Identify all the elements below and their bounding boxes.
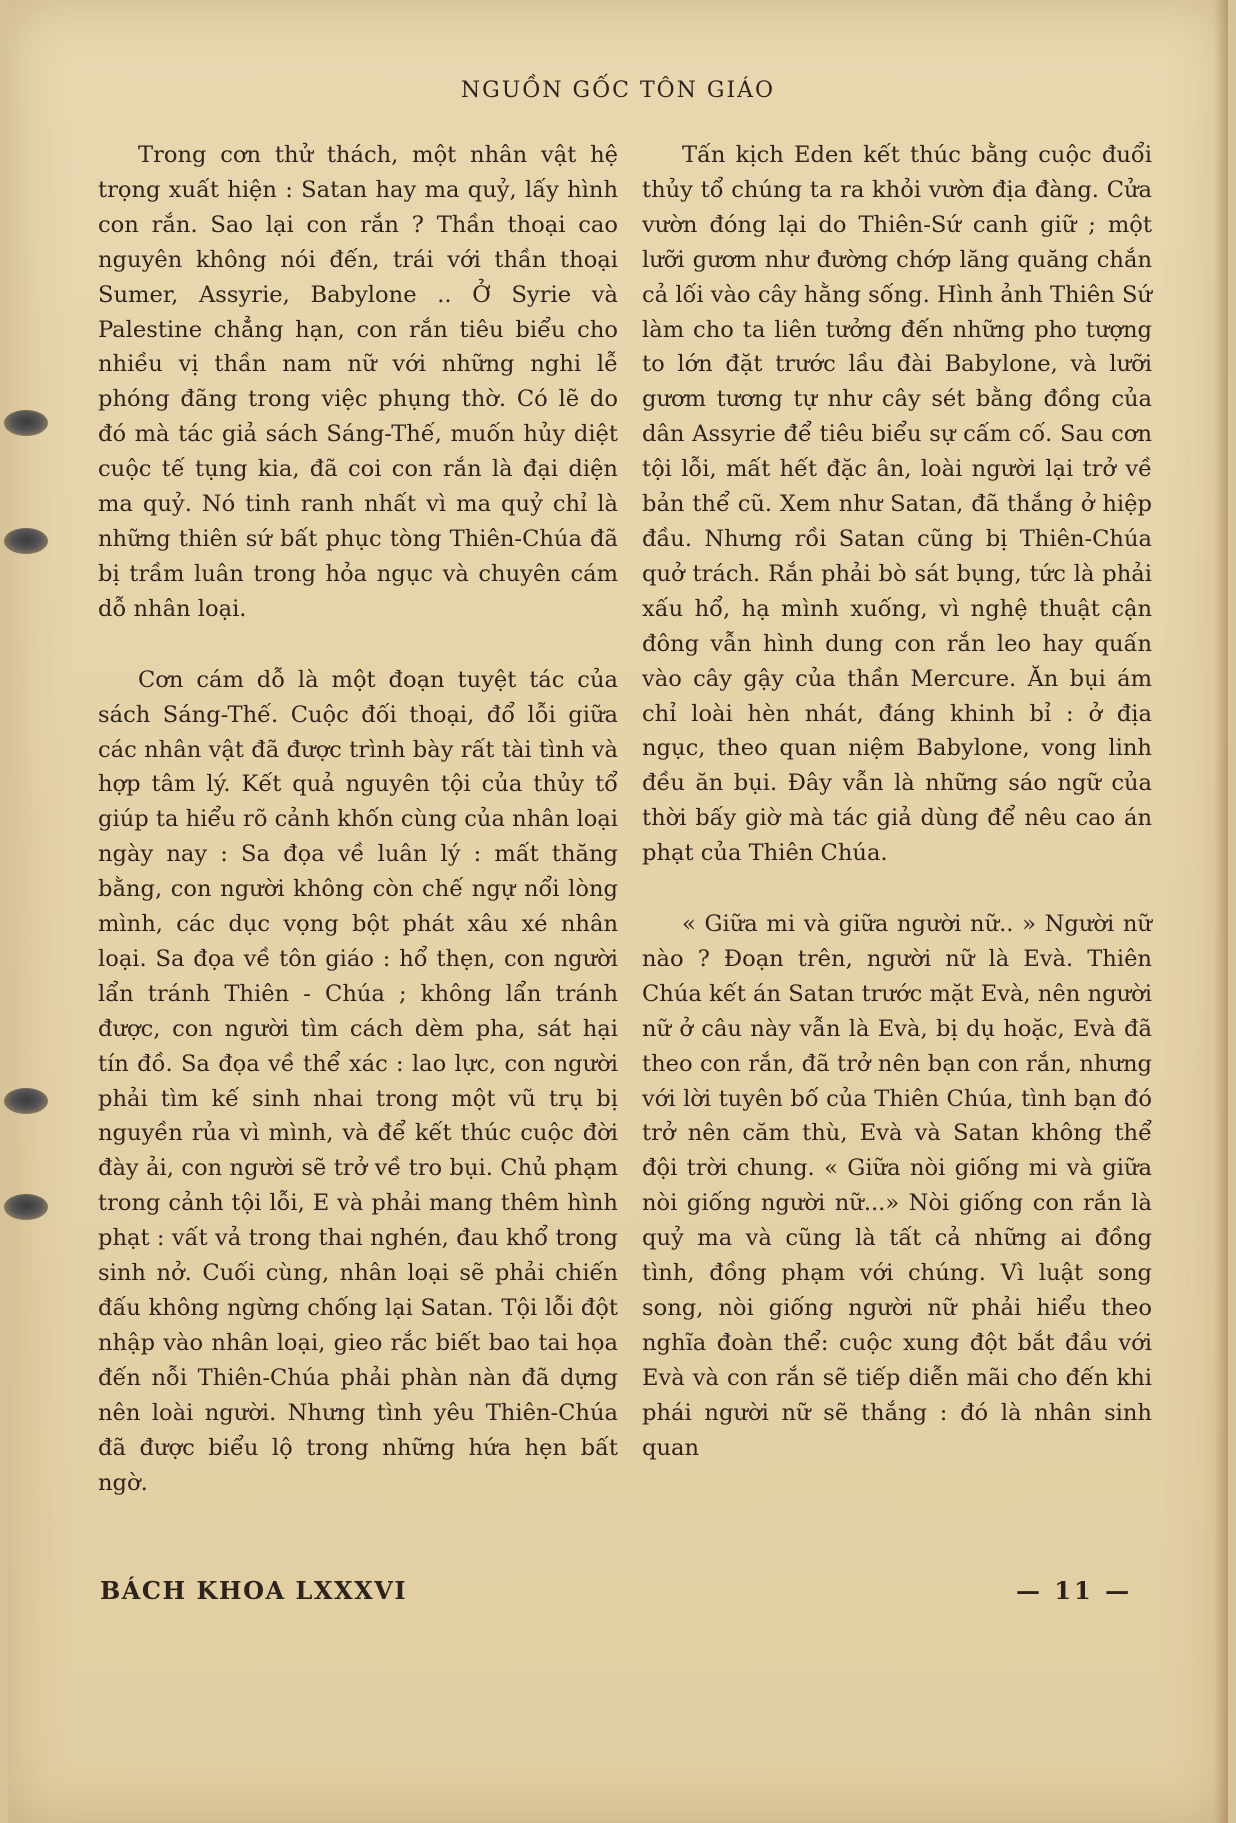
binding-hole [4,1194,48,1220]
publication-name: BÁCH KHOA LXXXVI [100,1576,408,1605]
page-edge [1214,0,1228,1823]
paragraph: Trong cơn thử thách, một nhân vật hệ trọng xuất hiện : Satan hay ma quỷ, lấy hình con rắn. Sao lại con rắn ? Thần thoại cao nguyên không nói đến, trái với thần thoại Sumer, Assyrie, Babylone .. Ở Syrie và Palestine chẳng hạn, con rắn tiêu biểu cho nhiều vị thần nam nữ với những nghi lễ phóng đãng trong việc phụng thờ. Có lẽ do đó mà tác giả sách Sáng-Thế, muốn hủy diệt cuộc tế tụng kia, đã coi con rắn là đại diện ma quỷ. Nó tinh ranh nhất vì ma quỷ chỉ là những thiên sứ bất phục tòng Thiên-Chúa đã bị trầm luân trong hỏa ngục và chuyên cám dỗ nhân loại. [98,142,618,622]
paragraph: Cơn cám dỗ là một đoạn tuyệt tác của sách Sáng-Thế. Cuộc đối thoại, đổ lỗi giữa các nhân vật đã được trình bày rất tài tình và hợp tâm lý. Kết quả nguyên tội của thủy tổ giúp ta hiểu rõ cảnh khốn cùng của nhân loại ngày nay : Sa đọa về luân lý : mất thăng bằng, con người không còn chế ngự nổi lòng mình, các dục vọng bột phát xâu xé nhân loại. Sa đọa về tôn giáo : hổ thẹn, con người lẩn tránh Thiên - Chúa ; không lẩn tránh được, con người tìm cách dèm pha, sát hại tín đồ. Sa đọa về thể xác : lao lực, con người phải tìm kế sinh nhai trong một vũ trụ bị nguyền rủa vì mình, và để kết thúc cuộc đời đày ải, con người sẽ trở về tro bụi. Chủ phạm trong cảnh tội lỗi, E và phải mang thêm hình phạt : vất vả trong thai nghén, đau khổ trong sinh nở. Cuối cùng, nhân loại sẽ phải chiến đấu không ngừng chống lại Satan. Tội lỗi đột nhập vào nhân loại, gieo rắc biết bao tai họa đến nỗi Thiên-Chúa phải phàn nàn đã dựng nên loài người. Nhưng tình yêu Thiên-Chúa đã được biểu lộ trong những hứa hẹn bất ngờ. [98,666,618,1496]
binding-hole [4,528,48,554]
binding-hole [4,1088,48,1114]
left-column [98,138,618,1500]
paragraph: « Giữa mi và giữa người nữ.. » Người nữ nào ? Đoạn trên, người nữ là Evà. Thiên Chúa kết án Satan trước mặt Evà, nên người nữ ở câu này vẫn là Evà, bị dụ hoặc, Evà đã theo con rắn, đã trở nên bạn con rắn, nhưng với lời tuyên bố của Thiên Chúa, tình bạn đó trở nên căm thù, Evà và Satan không thể đội trời chung. « Giữa nòi giống mi và giữa nòi giống người nữ...» Nòi giống con rắn là quỷ ma và cũng là tất cả những ai đồng tình, đồng phạm với chúng. Vì luật song song, nòi giống người nữ phải hiểu theo nghĩa đoàn thể: cuộc xung đột bắt đầu với Evà và con rắn sẽ tiếp diễn mãi cho đến khi phái người nữ sẽ thắng : đó là nhân sinh quan [642,911,1152,1461]
running-title: NGUỒN GỐC TÔN GIÁO [460,78,776,103]
paragraph: Tấn kịch Eden kết thúc bằng cuộc đuổi thủy tổ chúng ta ra khỏi vườn địa đàng. Cửa vườn đóng lại do Thiên-Sứ canh giữ ; một lưỡi gươm như đường chớp lăng quăng chắn cả lối vào cây hằng sống. Hình ảnh Thiên Sứ làm cho ta liên tưởng đến những pho tượng to lớn đặt trước lầu đài Babylone, và lưỡi gươm tương tự như cây sét bằng đồng của dân Assyrie để tiêu biểu sự cấm cố. Sau cơn tội lỗi, mất hết đặc ân, loài người lại trở về bản thể cũ. Xem như Satan, đã thắng ở hiệp đầu. Nhưng rồi Satan cũng bị Thiên-Chúa quở trách. Rắn phải bò sát bụng, tức là phải xấu hổ, hạ mình xuống, vì nghệ thuật cận đông vẫn hình dung con rắn leo hay quấn vào cây gậy của thần Mercure. Ăn bụi ám chỉ loài hèn nhát, đáng khinh bỉ : ở địa ngục, theo quan niệm Babylone, vong linh đều ăn bụi. Đây vẫn là những sáo ngữ của thời bấy giờ mà tác giả dùng để nêu cao án phạt của Thiên Chúa. [642,142,1152,867]
page-number: — 11 — [1016,1576,1133,1605]
right-column [642,138,1152,1466]
binding-hole [4,410,48,436]
